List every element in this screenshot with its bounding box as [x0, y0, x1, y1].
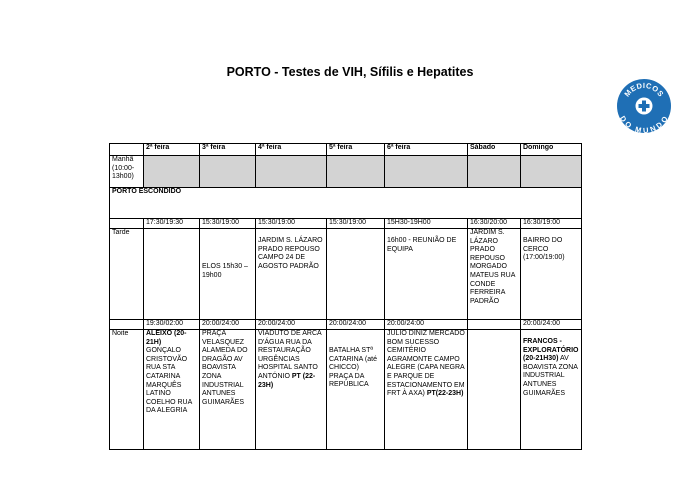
noite-cell: [327, 330, 385, 450]
noite-c4-text: VIADUTO DE ARCA D'ÁGUA RUA DA RESTAURAÇÃO URGÊNCIAS HOSPITAL SANTO ANTÓNIO: [258, 330, 322, 380]
tarde-cell: [385, 229, 468, 320]
tarde-hours: 15H30-19H00: [385, 219, 468, 229]
section-row: [110, 188, 582, 219]
manha-cell: [256, 156, 327, 188]
manha-cell: [144, 156, 200, 188]
tarde-hours: 15:30/19:00: [327, 219, 385, 229]
tarde-reuniao: 16h00 - REUNIÃO DE EQUIPA: [387, 237, 457, 253]
tarde-hours: 17:30/19:30: [144, 219, 200, 229]
noite-c6-pt: PT(22-23H): [426, 390, 464, 398]
manha-cell: [200, 156, 256, 188]
noite-hours: 20:00/24:00: [256, 320, 327, 330]
tarde-hours: 15:30/19:00: [200, 219, 256, 229]
manha-row: [110, 156, 582, 188]
header-day: 2ª feira: [144, 144, 200, 156]
noite-hours: 20:00/24:00: [200, 320, 256, 330]
manha-cell: [468, 156, 521, 188]
noite-c5-text: BATALHA STª CATARINA (até CHICCO) PRAÇA DA REPÚBLICA: [329, 347, 377, 389]
noite-cell: [144, 330, 200, 450]
header-day: 3ª feira: [200, 144, 256, 156]
tarde-hours: 16:30/20:00: [468, 219, 521, 229]
hours-empty: [110, 219, 144, 229]
manha-label: Manhã (10:00-13h00): [110, 156, 144, 188]
tarde-label: Tarde: [110, 229, 144, 320]
noite-cell: [468, 330, 521, 450]
header-day: Sábado: [468, 144, 521, 156]
tarde-elos: ELOS 15h30 – 19h00: [202, 263, 248, 279]
manha-cell: [327, 156, 385, 188]
header-day: 5ª feira: [327, 144, 385, 156]
header-day: 6ª feira: [385, 144, 468, 156]
svg-text:MEDICOS: MEDICOS: [622, 80, 666, 99]
tarde-cell: [327, 229, 385, 320]
tarde-hours-row: [110, 219, 582, 229]
noite-c6-text: JÚLIO DINIZ MERCADO BOM SUCESSO CEMITÉRIO AGRAMONTE CAMPO ALEGRE (CAPA NEGRA E PARQUE DE ESTACIONAMENTO EM FRT À AXA): [387, 330, 465, 398]
noite-hours: 20:00/24:00: [521, 320, 582, 330]
noite-label: Noite: [110, 330, 144, 450]
manha-cell: [521, 156, 582, 188]
noite-hours: 20:00/24:00: [385, 320, 468, 330]
tarde-cell: [256, 229, 327, 320]
medicos-do-mundo-logo: [616, 78, 672, 134]
tarde-cell: JARDIM S. LÁZARO PRADO REPOUSO MORGADO MATEUS RUA CONDE FERREIRA PADRÃO: [468, 229, 521, 320]
noite-c8-text: AV BOAVISTA ZONA INDUSTRIAL ANTUNES GUIMARÃES: [523, 355, 578, 397]
tarde-hours: 15:30/19:00: [256, 219, 327, 229]
header-row: [110, 144, 582, 156]
noite-hours-row: [110, 320, 582, 330]
tarde-cell: [200, 229, 256, 320]
noite-hours: 19:30/02:00: [144, 320, 200, 330]
tarde-cerco: BAIRRO DO CERCO (17:00/19:00): [523, 237, 565, 262]
manha-cell: [385, 156, 468, 188]
document-title: PORTO - Testes de VIH, Sífilis e Hepatites: [226, 65, 474, 79]
section-title: PORTO ESCONDIDO: [110, 188, 582, 219]
noite-cell: [385, 330, 468, 450]
noite-aleixo: ALEIXO (20-21H): [146, 330, 187, 346]
tarde-cell: [144, 229, 200, 320]
hours-empty: [110, 320, 144, 330]
tarde-jardim: JARDIM S. LÁZARO PRADO REPOUSO CAMPO 24 DE AGOSTO PADRÃO: [258, 237, 323, 270]
tarde-row: [110, 229, 582, 320]
noite-c4-pt: PT (22-23H): [258, 372, 316, 389]
noite-cell: [256, 330, 327, 450]
noite-hours: [468, 320, 521, 330]
noite-hours: 20:00/24:00: [327, 320, 385, 330]
header-corner: [110, 144, 144, 156]
noite-row: [110, 330, 582, 450]
tarde-hours: 16:30/19:00: [521, 219, 582, 229]
noite-francos: FRANCOS - EXPLORATÓRIO (20-21H30): [523, 338, 579, 363]
noite-cell: PRAÇA VELASQUEZ ALAMEDA DO DRAGÃO AV BOAVISTA ZONA INDUSTRIAL ANTUNES GUIMARÃES: [200, 330, 256, 450]
header-day: Domingo: [521, 144, 582, 156]
header-day: 4ª feira: [256, 144, 327, 156]
tarde-cell: [521, 229, 582, 320]
schedule-table: [109, 143, 582, 450]
noite-c2-text: GONÇALO CRISTOVÃO RUA STA CATARINA MARQUÊS LATINO COELHO RUA DA ALEGRIA: [146, 347, 192, 415]
noite-cell: [521, 330, 582, 450]
svg-text:DO MUNDO: DO MUNDO: [617, 114, 671, 134]
